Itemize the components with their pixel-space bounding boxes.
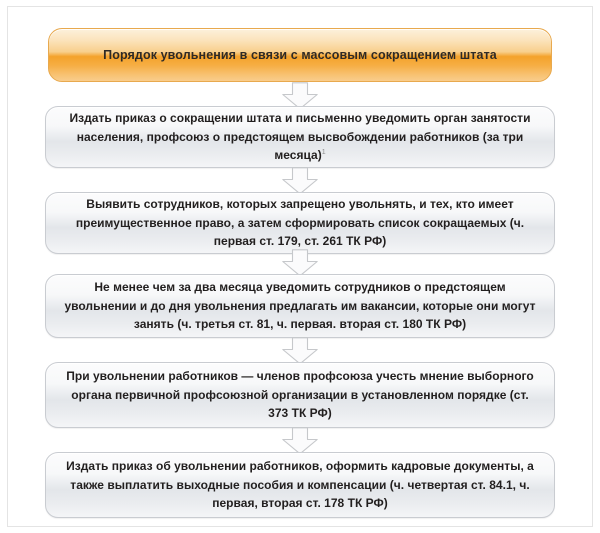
step-1-body: Издать приказ о сокращении штата и письменно уведомить орган занятости населения, профсоюз о предстоящем высвобождении работников (за три месяца) — [69, 111, 531, 163]
flowchart-step-3 — [45, 274, 555, 338]
flowchart-title-text: Порядок увольнения в связи с массовым сокращением штата — [103, 48, 497, 63]
flowchart-step-3-text: Не менее чем за два месяца уведомить сотрудников о предстоящем увольнении и до дня увольнения предлагать им вакансии, которые они могут занять (ч. третья ст. 81, ч. первая. вторая ст. 180 ТК РФ) — [64, 280, 536, 332]
flowchart-step-5-text: Издать приказ об увольнении работников, оформить кадровые документы, а также выплатить выходные пособия и компенсации (ч. четвертая ст. 84.1, ч. первая, вторая ст. 178 ТК РФ) — [66, 459, 534, 511]
flowchart-title-box — [48, 28, 552, 82]
flowchart-step-4-text: При увольнении работников — членов профсоюза учесть мнение выборного органа первичной профсоюзной организации в установленном порядке (ст. 373 ТК РФ) — [66, 369, 534, 421]
flowchart-step-1 — [45, 106, 555, 168]
flowchart-step-2 — [45, 192, 555, 254]
flowchart-step-2-text: Выявить сотрудников, которых запрещено увольнять, и тех, кто имеет преимущественное право, а затем сформировать список сокращаемых (ч. первая ст. 179, ст. 261 ТК РФ) — [75, 197, 525, 249]
flowchart-step-4 — [45, 362, 555, 428]
flowchart-step-5 — [45, 452, 555, 518]
flowchart-step-1-text — [46, 103, 554, 171]
step-1-footnote-marker: 1 — [321, 149, 326, 157]
